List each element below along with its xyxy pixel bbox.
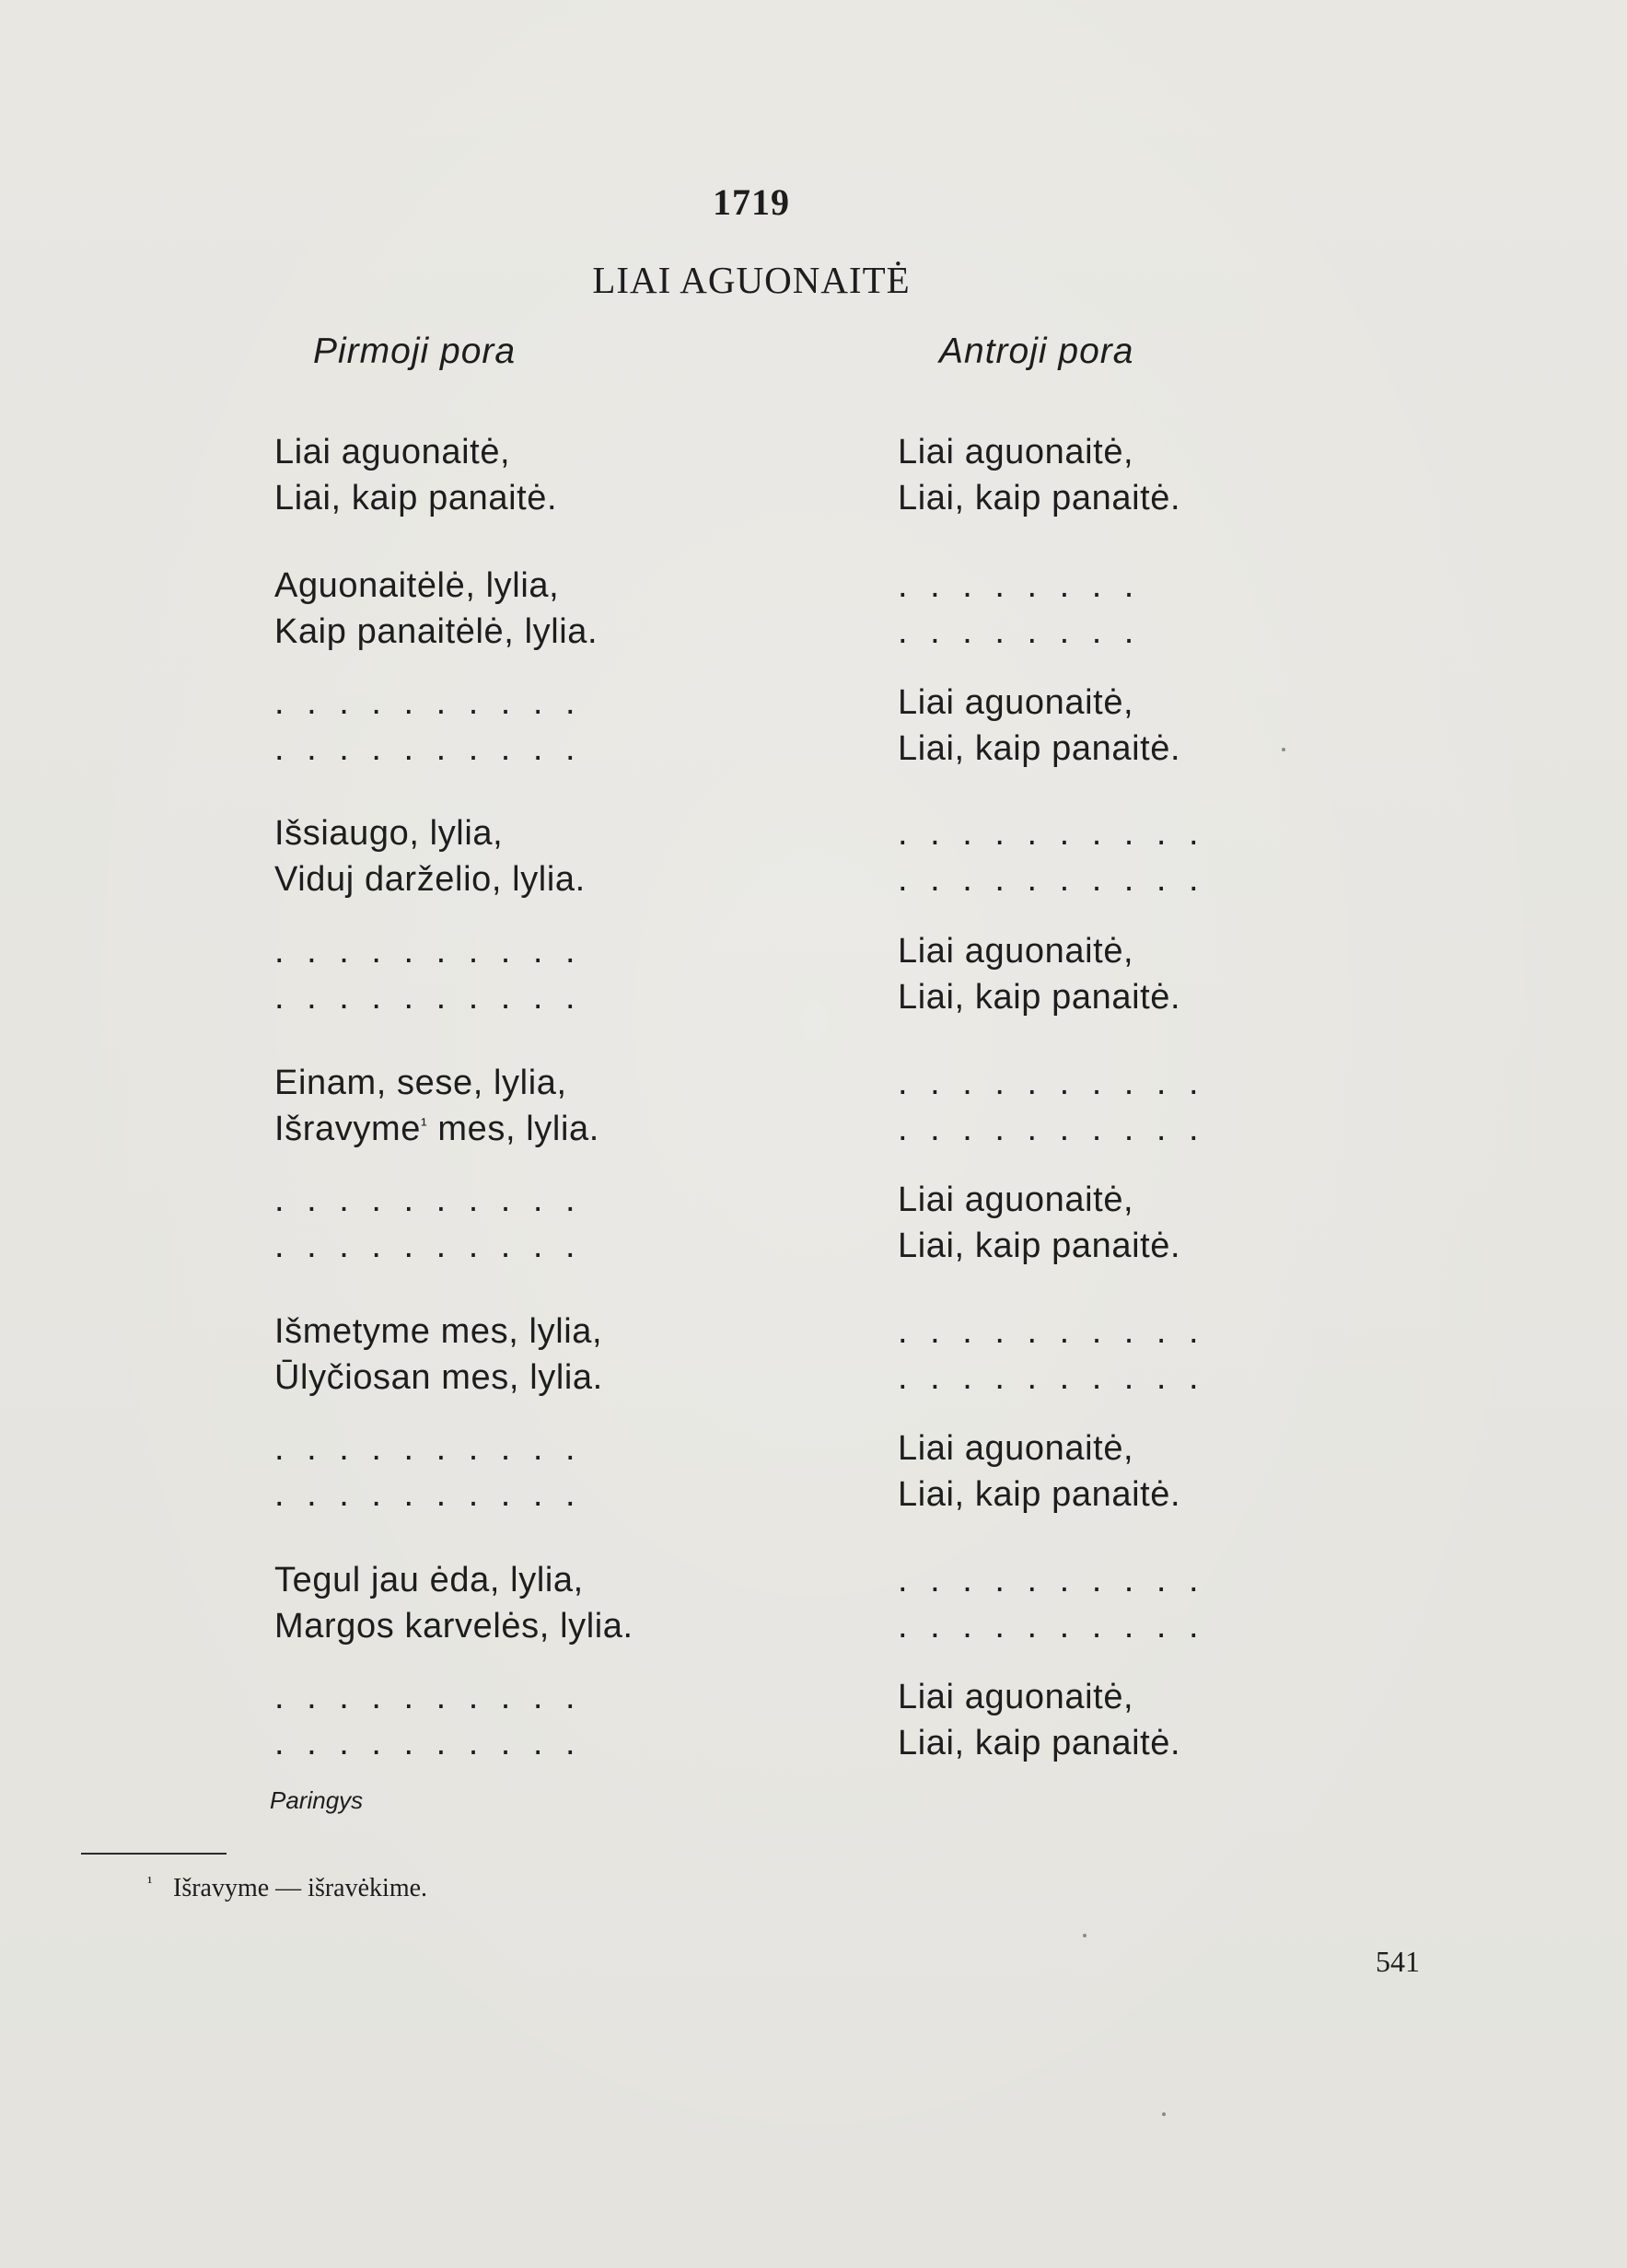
right-stanza-6: [898, 1060, 1205, 1152]
right-stanza-7: [898, 1177, 1180, 1269]
song-title: LIAI AGUONAITĖ: [592, 259, 911, 301]
right-stanza-1: [898, 429, 1180, 521]
verse-line: Liai aguonaitė,: [898, 433, 1134, 471]
right-stanza-2: [898, 563, 1140, 655]
verse-line: Liai, kaip panaitė.: [898, 1227, 1181, 1265]
right-stanza-9: [898, 1425, 1180, 1518]
print-speck: [1282, 748, 1285, 751]
ellipsis-line: . . . . . . . . . .: [274, 1724, 582, 1762]
verse-line: Liai aguonaitė,: [898, 932, 1134, 971]
right-stanza-10: [898, 1557, 1205, 1649]
verse-line: Liai, kaip panaitė.: [898, 978, 1181, 1017]
left-stanza-2: [274, 563, 598, 655]
left-stanza-9: [274, 1425, 582, 1518]
verse-line: Liai aguonaitė,: [274, 433, 511, 471]
verse-line: Liai aguonaitė,: [898, 1678, 1134, 1716]
ellipsis-line: . . . . . . . . . .: [898, 860, 1205, 899]
left-stanza-1: [274, 429, 557, 521]
ellipsis-line: . . . . . . . . . .: [898, 1312, 1205, 1351]
ellipsis-line: . . . . . . . . . .: [274, 932, 582, 971]
verse-line: Ūlyčiosan mes, lylia.: [274, 1358, 603, 1397]
ellipsis-line: . . . . . . . . . .: [898, 1110, 1205, 1148]
ellipsis-line: . . . . . . . . . .: [274, 729, 582, 768]
print-speck: [1162, 2112, 1166, 2116]
right-stanza-11: [898, 1674, 1180, 1766]
ellipsis-line: . . . . . . . . . .: [898, 1607, 1205, 1646]
ellipsis-line: . . . . . . . . . .: [274, 978, 582, 1017]
left-stanza-11: [274, 1674, 582, 1766]
refrain-label: Paringys: [270, 1786, 364, 1814]
ellipsis-line: . . . . . . . . . .: [274, 1181, 582, 1219]
ellipsis-line: . . . . . . . .: [898, 566, 1141, 605]
verse-line: Liai, kaip panaitė.: [898, 729, 1181, 768]
ellipsis-line: . . . . . . . . . .: [898, 814, 1205, 853]
verse-line: Tegul jau ėda, lylia,: [274, 1561, 584, 1599]
left-stanza-6: [274, 1060, 599, 1152]
ellipsis-line: . . . . . . . . . .: [898, 1358, 1205, 1397]
left-stanza-8: [274, 1308, 603, 1401]
ellipsis-line: . . . . . . . . . .: [274, 1227, 582, 1265]
left-stanza-10: [274, 1557, 633, 1649]
verse-line: Margos karvelės, lylia.: [274, 1607, 633, 1646]
left-stanza-7: [274, 1177, 582, 1269]
right-stanza-4: [898, 810, 1205, 902]
verse-text: mes, lylia.: [427, 1110, 599, 1148]
page-number: 541: [1376, 1945, 1420, 1978]
right-stanza-3: [898, 680, 1180, 772]
verse-line: Kaip panaitėlė, lylia.: [274, 612, 599, 651]
ellipsis-line: . . . . . . . . . .: [274, 1678, 582, 1716]
verse-line: Liai, kaip panaitė.: [898, 1475, 1181, 1514]
verse-line: Išmetyme mes, lylia,: [274, 1312, 603, 1351]
verse-line: Einam, sese, lylia,: [274, 1064, 567, 1102]
verse-line: Liai, kaip panaitė.: [898, 479, 1181, 518]
left-stanza-4: [274, 810, 586, 902]
verse-line-with-footnote: [274, 1106, 599, 1152]
ellipsis-line: . . . . . . . .: [898, 612, 1141, 651]
right-stanza-5: [898, 928, 1180, 1020]
left-stanza-3: [274, 680, 582, 772]
right-column-header: Antroji pora: [939, 331, 1134, 371]
ellipsis-line: . . . . . . . . . .: [898, 1064, 1205, 1102]
footnote-reference: ¹: [420, 1115, 428, 1135]
ellipsis-line: . . . . . . . . . .: [274, 683, 582, 722]
song-number: 1719: [713, 181, 790, 223]
ellipsis-line: . . . . . . . . . .: [274, 1475, 582, 1514]
right-stanza-8: [898, 1308, 1205, 1401]
verse-text: Išravyme: [274, 1110, 421, 1148]
verse-line: Aguonaitėlė, lylia,: [274, 566, 560, 605]
left-column-header: Pirmoji pora: [313, 331, 517, 371]
verse-line: Išsiaugo, lylia,: [274, 814, 504, 853]
left-stanza-5: [274, 928, 582, 1020]
verse-line: Liai aguonaitė,: [898, 1181, 1134, 1219]
print-speck: [1083, 1934, 1087, 1937]
footnote-marker: ¹: [147, 1873, 153, 1891]
ellipsis-line: . . . . . . . . . .: [274, 1429, 582, 1468]
verse-line: Liai aguonaitė,: [898, 683, 1134, 722]
verse-line: Liai, kaip panaitė.: [898, 1724, 1181, 1762]
verse-line: Liai, kaip panaitė.: [274, 479, 558, 518]
verse-line: Viduj darželio, lylia.: [274, 860, 586, 899]
verse-line: Liai aguonaitė,: [898, 1429, 1134, 1468]
footnote-text: Išravyme — išravėkime.: [173, 1874, 428, 1902]
footnote-divider: [81, 1853, 227, 1855]
ellipsis-line: . . . . . . . . . .: [898, 1561, 1205, 1599]
